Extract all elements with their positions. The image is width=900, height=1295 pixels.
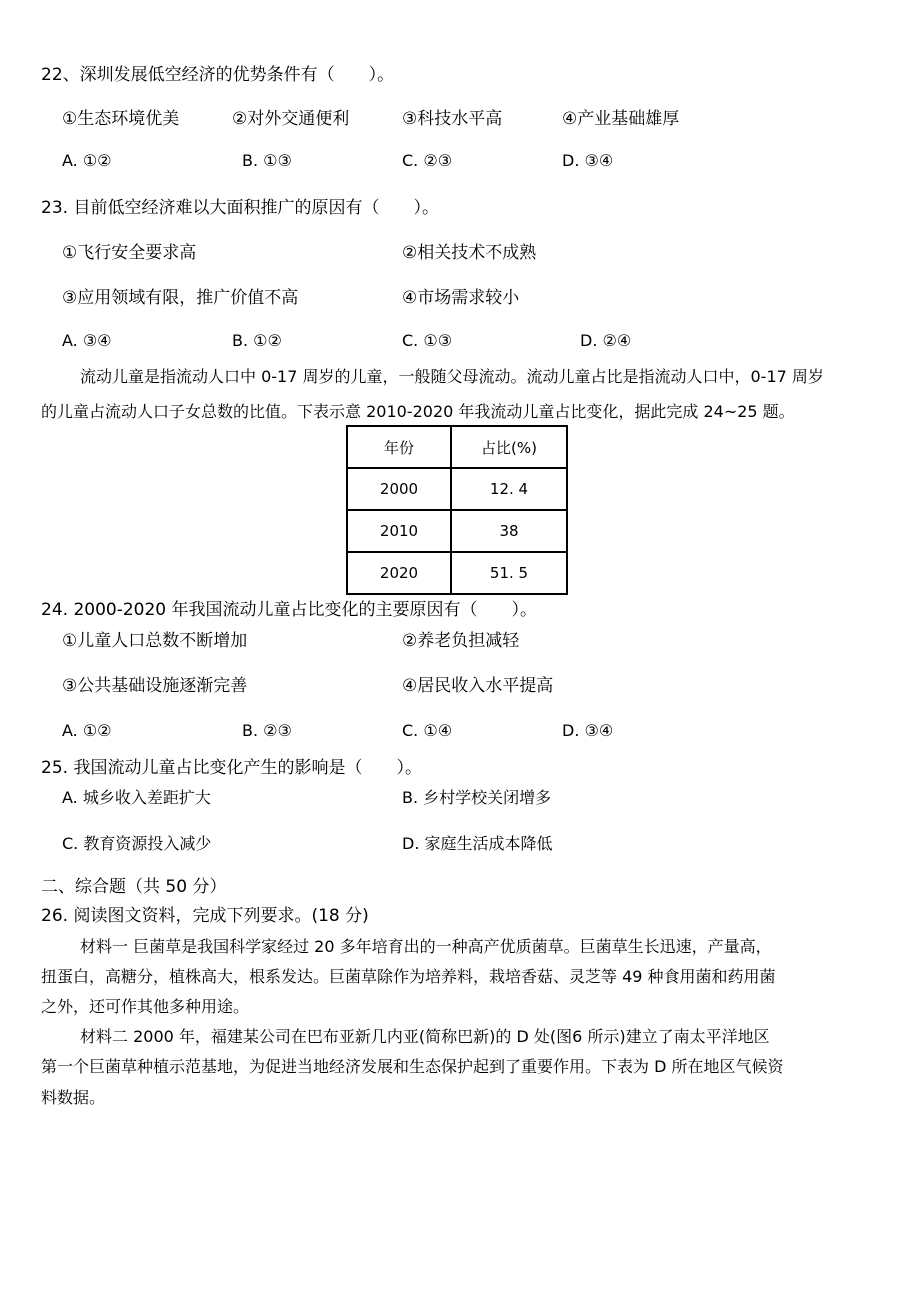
question-25-stem: 25. 我国流动儿童占比变化产生的影响是（ ）。 <box>41 758 422 778</box>
intro-line-1: 流动儿童是指流动人口中 0-17 周岁的儿童，一般随父母流动。流动儿童占比是指流动人口中，0-17 周岁 <box>80 367 824 386</box>
section-2-title: 二、综合题（共 50 分） <box>41 877 227 897</box>
q23-item-4: ④市场需求较小 <box>402 288 520 308</box>
q22-item-1: ①生态环境优美 <box>62 109 180 129</box>
question-24-stem: 24. 2000-2020 年我国流动儿童占比变化的主要原因有（ ）。 <box>41 600 538 620</box>
table-cell-year: 2000 <box>347 468 451 510</box>
q23-choice-c: C. ①③ <box>402 331 453 350</box>
q25-choice-a: A. 城乡收入差距扩大 <box>62 788 211 807</box>
material-2-line-3: 料数据。 <box>41 1088 106 1107</box>
material-1-line-2: 扭蛋白，高糖分，植株高大，根系发达。巨菌草除作为培养料，栽培香菇、灵芝等 49 种食用菌和药用菌 <box>41 967 776 986</box>
q24-choice-d: D. ③④ <box>562 721 614 740</box>
table-cell-ratio: 12. 4 <box>451 468 567 510</box>
q24-item-1: ①儿童人口总数不断增加 <box>62 631 248 651</box>
q25-choice-b: B. 乡村学校关闭增多 <box>402 788 552 807</box>
table-header-year: 年份 <box>347 426 451 468</box>
q24-item-4: ④居民收入水平提高 <box>402 676 554 696</box>
flow-children-ratio-table <box>346 425 568 595</box>
q24-choice-b: B. ②③ <box>242 721 292 740</box>
question-26-stem: 26. 阅读图文资料，完成下列要求。(18 分) <box>41 906 369 926</box>
table-cell-ratio: 38 <box>451 510 567 552</box>
table-cell-ratio: 51. 5 <box>451 552 567 594</box>
question-22-stem: 22、深圳发展低空经济的优势条件有（ ）。 <box>41 65 395 85</box>
q25-choice-c: C. 教育资源投入减少 <box>62 834 212 853</box>
table-row <box>347 468 567 510</box>
table-header-row <box>347 426 567 468</box>
q23-item-3: ③应用领域有限，推广价值不高 <box>62 288 299 308</box>
q22-item-4: ④产业基础雄厚 <box>562 109 680 129</box>
material-1-line-1: 材料一 巨菌草是我国科学家经过 20 多年培育出的一种高产优质菌草。巨菌草生长迅速，产量高， <box>80 937 772 956</box>
q22-choice-c: C. ②③ <box>402 151 453 170</box>
table-cell-year: 2010 <box>347 510 451 552</box>
q23-choice-a: A. ③④ <box>62 331 112 350</box>
table-cell-year: 2020 <box>347 552 451 594</box>
q24-item-3: ③公共基础设施逐渐完善 <box>62 676 248 696</box>
table-row <box>347 552 567 594</box>
q23-item-1: ①飞行安全要求高 <box>62 243 197 263</box>
q23-choice-d: D. ②④ <box>580 331 632 350</box>
table-row <box>347 510 567 552</box>
intro-line-2: 的儿童占流动人口子女总数的比值。下表示意 2010-2020 年我流动儿童占比变化，据此完成 24~25 题。 <box>41 402 795 421</box>
material-2-line-1: 材料二 2000 年，福建某公司在巴布亚新几内亚(简称巴新)的 D 处(图6 所示)建立了南太平洋地区 <box>80 1027 770 1046</box>
q23-item-2: ②相关技术不成熟 <box>402 243 537 263</box>
material-1-line-3: 之外，还可作其他多种用途。 <box>41 997 250 1016</box>
table-header-ratio: 占比(%) <box>451 426 567 468</box>
q22-choice-b: B. ①③ <box>242 151 292 170</box>
question-23-stem: 23. 目前低空经济难以大面积推广的原因有（ ）。 <box>41 198 439 218</box>
q23-choice-b: B. ①② <box>232 331 282 350</box>
q22-item-2: ②对外交通便利 <box>232 109 350 129</box>
q25-choice-d: D. 家庭生活成本降低 <box>402 834 553 853</box>
q24-choice-a: A. ①② <box>62 721 112 740</box>
material-2-line-2: 第一个巨菌草种植示范基地，为促进当地经济发展和生态保护起到了重要作用。下表为 D 所在地区气候资 <box>41 1057 784 1076</box>
q22-choice-a: A. ①② <box>62 151 112 170</box>
q24-choice-c: C. ①④ <box>402 721 453 740</box>
q22-choice-d: D. ③④ <box>562 151 614 170</box>
q24-item-2: ②养老负担减轻 <box>402 631 520 651</box>
q22-item-3: ③科技水平高 <box>402 109 503 129</box>
